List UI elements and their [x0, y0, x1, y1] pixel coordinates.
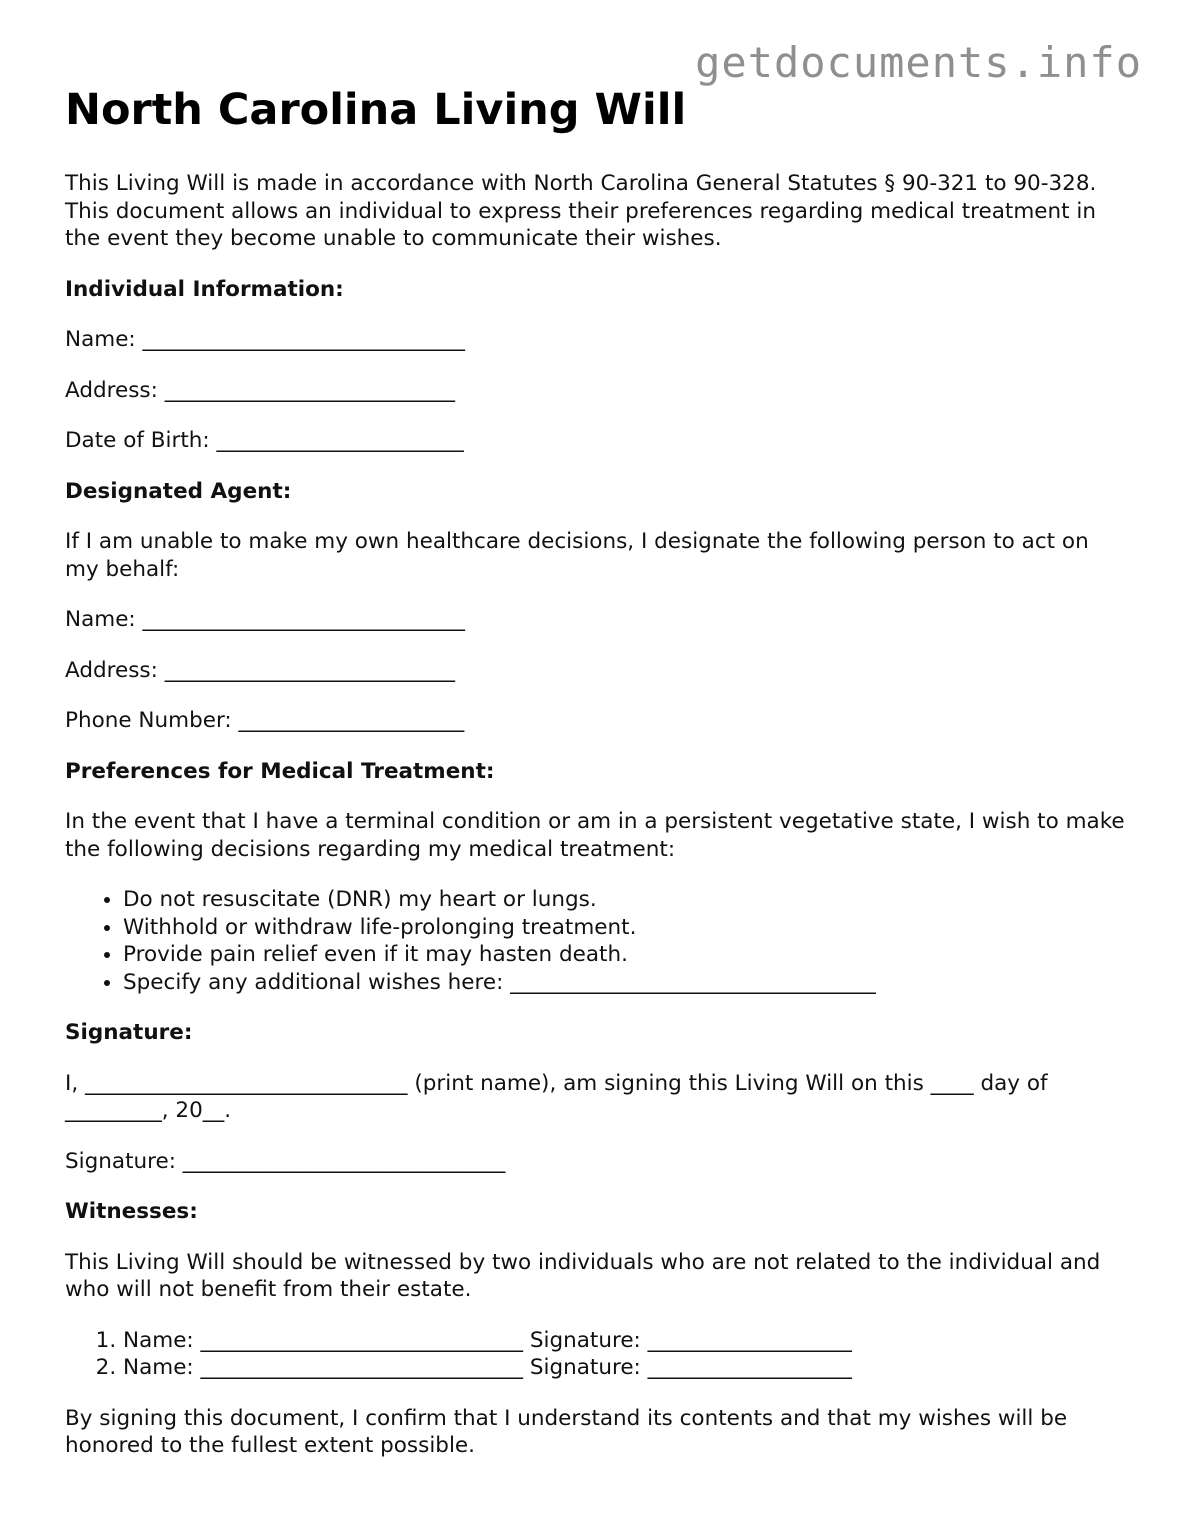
individual-heading: Individual Information:: [65, 276, 344, 302]
preferences-heading: Preferences for Medical Treatment:: [65, 758, 495, 784]
list-item: • Do not resuscitate (DNR) my heart or lungs.: [123, 886, 1125, 914]
list-item: • Provide pain relief even if it may hasten death.: [123, 941, 1125, 969]
closing-paragraph: By signing this document, I confirm that I understand its contents and that my wishes will be honored to the fullest extent possible.: [65, 1405, 1068, 1458]
list-item: • Withhold or withdraw life-prolonging treatment.: [123, 914, 1125, 942]
witnesses-heading: Witnesses:: [65, 1199, 198, 1224]
agent-name-field[interactable]: Name: ______________________________: [65, 607, 466, 632]
witnesses-list: [65, 1327, 1125, 1382]
intro-paragraph: This Living Will is made in accordance with North Carolina General Statutes § 90-321 to 90-328. This document allows an individual to express their preferences regarding medical treatment in the event they become unable to communicate their wishes.: [65, 171, 1097, 251]
witness-row[interactable]: 1. Name: ______________________________ Signature: ___________________: [123, 1327, 1125, 1355]
individual-name-field[interactable]: Name: ______________________________: [65, 327, 466, 352]
watermark: getdocuments.info: [695, 38, 1142, 87]
preferences-paragraph: In the event that I have a terminal condition or am in a persistent vegetative state, I wish to make the following decisions regarding my medical treatment:: [65, 809, 1125, 862]
agent-phone-field[interactable]: Phone Number: _____________________: [65, 708, 465, 733]
page-title: North Carolina Living Will: [65, 85, 687, 135]
agent-address-field[interactable]: Address: ___________________________: [65, 657, 455, 683]
document: [65, 80, 1125, 1483]
agent-paragraph: If I am unable to make my own healthcare decisions, I designate the following person to act on my behalf:: [65, 529, 1089, 582]
witness-row[interactable]: 2. Name: ______________________________ Signature: ___________________: [123, 1354, 1125, 1382]
agent-heading: Designated Agent:: [65, 478, 292, 504]
list-item-additional-wishes[interactable]: • Specify any additional wishes here: __________________________________: [123, 969, 1125, 997]
signature-heading: Signature:: [65, 1020, 193, 1045]
individual-address-field[interactable]: Address: ___________________________: [65, 377, 455, 403]
signature-statement[interactable]: I, ______________________________ (print name), am signing this Living Will on this ____ day of _________, 20__.: [65, 1070, 1048, 1123]
witnesses-paragraph: This Living Will should be witnessed by two individuals who are not related to the individual and who will not benefit from their estate.: [65, 1249, 1101, 1302]
signature-field[interactable]: Signature: ______________________________: [65, 1148, 506, 1174]
individual-dob-field[interactable]: Date of Birth: _______________________: [65, 428, 464, 453]
preferences-list: [65, 886, 1125, 996]
